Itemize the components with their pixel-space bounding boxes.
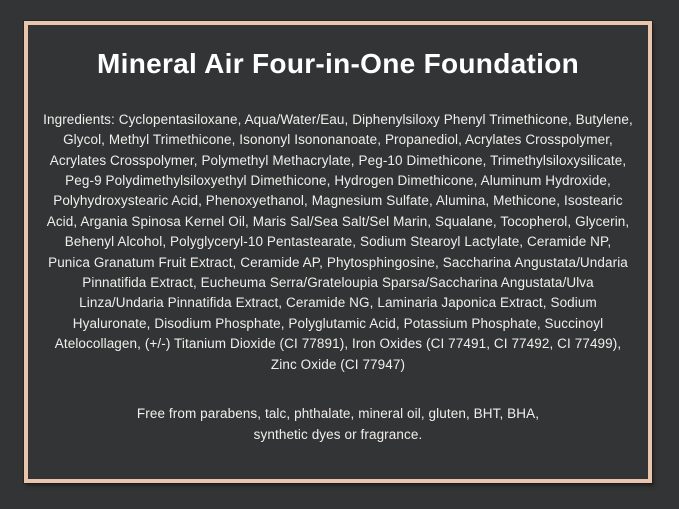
free-from-line-2: synthetic dyes or fragrance.	[253, 427, 423, 443]
free-from-claims	[58, 403, 618, 445]
ingredients-list: Ingredients: Cyclopentasiloxane, Aqua/Water/Eau, Diphenylsiloxy Phenyl Trimethicone, Butylene, Glycol, Methyl Trimethicone, Isononyl Isononanoate, Propanediol, Acrylates Crosspolymer, Acrylates Crosspolymer, Polymethyl Methacrylate, Peg-10 Dimethicone, Trimethylsiloxysilicate, Peg-9 Polydimethylsiloxyethyl Dimethicone, Hydrogen Dimethicone, Aluminum Hydroxide, Polyhydroxystearic Acid, Phenoxyethanol, Magnesium Sulfate, Alumina, Methicone, Isostearic Acid, Argania Spinosa Kernel Oil, Maris Sal/Sea Salt/Sel Marin, Squalane, Tocopherol, Glycerin, Behenyl Alcohol, Polyglyceryl-10 Pentastearate, Sodium Stearoyl Lactylate, Ceramide NP, Punica Granatum Fruit Extract, Ceramide AP, Phytosphingosine, Saccharina Angustata/Undaria Pinnatifida Extract, Eucheuma Serra/Grateloupia Sparsa/Saccharina Angustata/Ulva Linza/Undaria Pinnatifida Extract, Ceramide NG, Laminaria Japonica Extract, Sodium Hyaluronate, Disodium Phosphate, Polyglutamic Acid, Potassium Phosphate, Succinoyl Atelocollagen, (+/-) Titanium Dioxide (CI 77891), Iron Oxides (CI 77491, CI 77492, CI 77499), Zinc Oxide (CI 77947)	[43, 111, 633, 372]
product-title: Mineral Air Four-in-One Foundation	[96, 48, 580, 79]
free-from-line-1: Free from parabens, talc, phthalate, mineral oil, gluten, BHT, BHA,	[136, 406, 540, 422]
ingredient-label-card	[24, 21, 652, 483]
